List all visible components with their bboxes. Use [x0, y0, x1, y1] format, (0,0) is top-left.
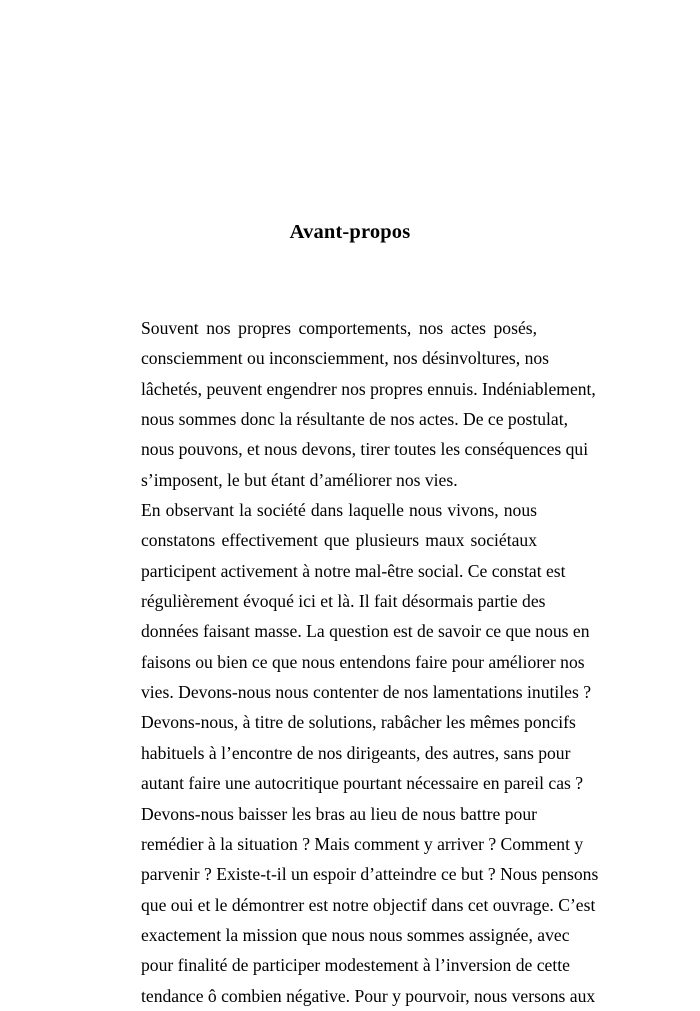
- text-line: que oui et le démontrer est notre objectif dans cet ouvrage. C’est: [141, 894, 596, 915]
- text-line: habituels à l’encontre de nos dirigeants, des autres, sans pour: [141, 742, 571, 763]
- paragraph-2: [103, 495, 599, 1011]
- text-line: faisons ou bien ce que nous entendons faire pour améliorer nos: [141, 651, 585, 672]
- text-line: En observant la société dans laquelle nous vivons, nous: [141, 500, 537, 521]
- text-line: parvenir ? Existe-t-il un espoir d’atteindre ce but ? Nous pensons: [141, 864, 599, 885]
- text-line: tendance ô combien négative. Pour y pourvoir, nous versons aux: [141, 985, 596, 1006]
- text-line: consciemment ou inconsciemment, nos désinvoltures, nos: [141, 348, 550, 369]
- text-line: autant faire une autocritique pourtant nécessaire en pareil cas ?: [141, 773, 584, 794]
- text-line: remédier à la situation ? Mais comment y arriver ? Comment y: [141, 833, 584, 854]
- text-line: données faisant masse. La question est de savoir ce que nous en: [141, 621, 590, 642]
- text-line: participent activement à notre mal-être social. Ce constat est: [141, 560, 566, 581]
- page-title: Avant-propos: [289, 220, 411, 243]
- text-line: s’imposent, le but étant d’améliorer nos vies.: [141, 469, 458, 490]
- text-line: Devons-nous baisser les bras au lieu de nous battre pour: [141, 803, 537, 824]
- body-text-column: [103, 313, 599, 1011]
- text-line: lâchetés, peuvent engendrer nos propres ennuis. Indéniablement,: [141, 378, 596, 399]
- text-line: Devons-nous, à titre de solutions, rabâcher les mêmes poncifs: [141, 712, 576, 733]
- text-line: pour finalité de participer modestement à l’inversion de cette: [141, 955, 570, 976]
- text-line: exactement la mission que nous nous sommes assignée, avec: [141, 924, 570, 945]
- text-line: Souvent nos propres comportements, nos actes posés,: [141, 318, 537, 338]
- text-line: vies. Devons-nous nous contenter de nos lamentations inutiles ?: [141, 682, 592, 703]
- text-line: nous sommes donc la résultante de nos actes. De ce postulat,: [141, 409, 569, 430]
- text-line: nous pouvons, et nous devons, tirer toutes les conséquences qui: [141, 439, 589, 460]
- text-line: constatons effectivement que plusieurs maux sociétaux: [141, 530, 537, 551]
- paragraph-1: [103, 313, 596, 495]
- text-line: régulièrement évoqué ici et là. Il fait désormais partie des: [141, 591, 546, 612]
